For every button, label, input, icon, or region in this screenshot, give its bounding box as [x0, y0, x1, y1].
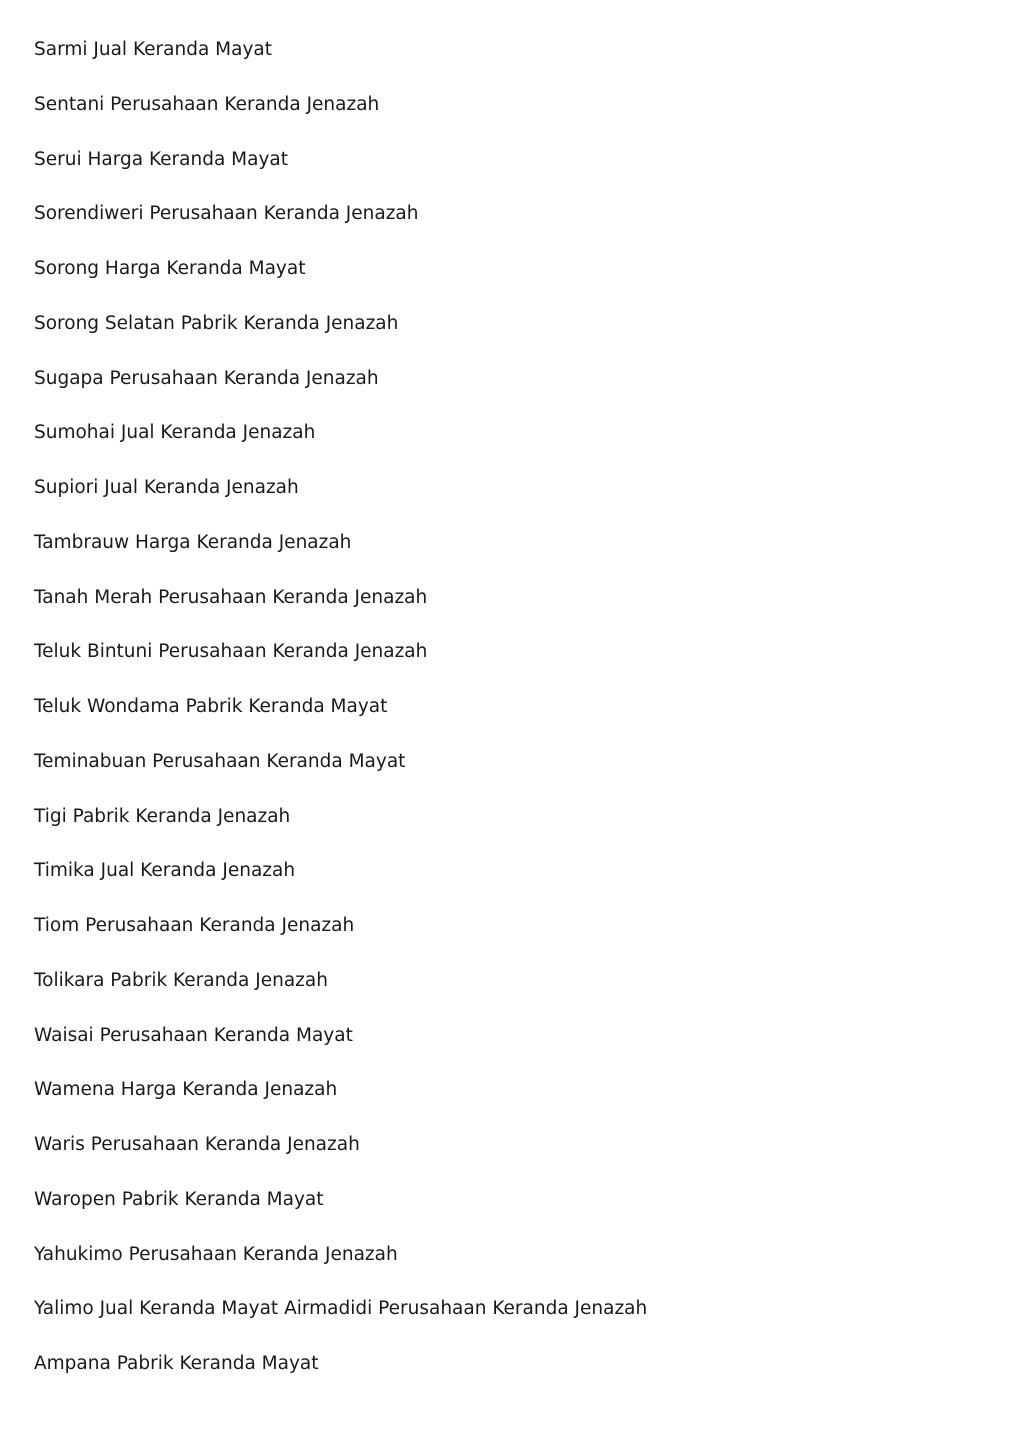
text-line: Sorong Selatan Pabrik Keranda Jenazah: [34, 312, 399, 334]
text-line: Tigi Pabrik Keranda Jenazah: [34, 805, 291, 827]
text-line: Tolikara Pabrik Keranda Jenazah: [34, 969, 328, 991]
text-line: Sumohai Jual Keranda Jenazah: [34, 422, 316, 444]
text-line: Waropen Pabrik Keranda Mayat: [34, 1188, 324, 1210]
text-line: Timika Jual Keranda Jenazah: [34, 860, 296, 882]
text-line: Supiori Jual Keranda Jenazah: [34, 477, 299, 498]
text-line: Wamena Harga Keranda Jenazah: [34, 1079, 338, 1101]
text-line: Sarmi Jual Keranda Mayat: [34, 39, 272, 60]
text-line: Sorendiweri Perusahaan Keranda Jenazah: [34, 203, 419, 225]
text-line: Teluk Bintuni Perusahaan Keranda Jenazah: [34, 641, 428, 663]
text-line: Sugapa Perusahaan Keranda Jenazah: [34, 367, 379, 389]
text-line: Teminabuan Perusahaan Keranda Mayat: [34, 750, 406, 772]
text-line: Waisai Perusahaan Keranda Mayat: [34, 1024, 353, 1046]
text-line: Tanah Merah Perusahaan Keranda Jenazah: [34, 586, 428, 608]
text-line: Yalimo Jual Keranda Mayat Airmadidi Perusahaan Keranda Jenazah: [34, 1298, 648, 1320]
text-line-list: [34, 36, 994, 1405]
text-line: Serui Harga Keranda Mayat: [34, 148, 289, 170]
text-line: Sorong Harga Keranda Mayat: [34, 258, 306, 279]
text-line: Ampana Pabrik Keranda Mayat: [34, 1353, 319, 1374]
text-line: Tambrauw Harga Keranda Jenazah: [34, 531, 352, 553]
text-line: Waris Perusahaan Keranda Jenazah: [34, 1134, 360, 1155]
text-line: Tiom Perusahaan Keranda Jenazah: [34, 915, 355, 936]
text-line: Sentani Perusahaan Keranda Jenazah: [34, 93, 380, 115]
text-line: Yahukimo Perusahaan Keranda Jenazah: [34, 1243, 398, 1265]
text-line: Teluk Wondama Pabrik Keranda Mayat: [34, 696, 388, 717]
